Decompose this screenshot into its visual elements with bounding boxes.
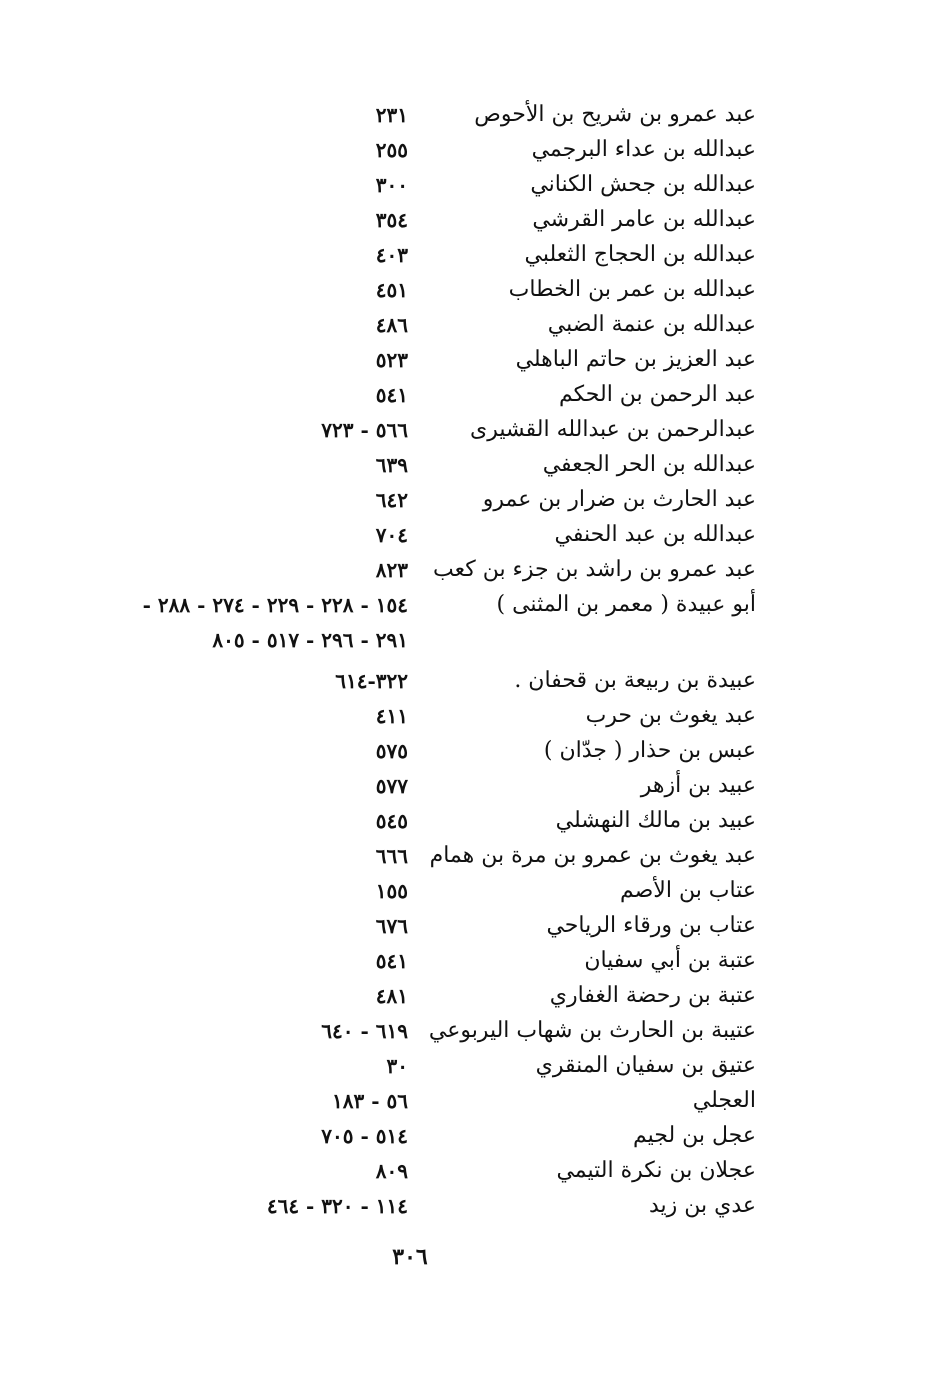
entry-name: عبد عمرو بن شريح بن الأحوص xyxy=(474,102,756,127)
index-entry xyxy=(0,413,938,448)
entry-name: عبد العزيز بن حاتم الباهلي xyxy=(515,347,756,372)
entry-pages: ٦٧٦ xyxy=(375,914,408,938)
entry-name: عبد يغوث بن حرب xyxy=(585,703,756,728)
index-entry xyxy=(0,804,938,839)
index-list xyxy=(0,98,938,1224)
entry-pages: ٥٤٥ xyxy=(375,809,408,833)
index-entry xyxy=(0,98,938,133)
index-entry xyxy=(0,238,938,273)
entry-name: عبدالله بن جحش الكناني xyxy=(530,172,756,197)
entry-pages: ٨٠٩ xyxy=(375,1159,408,1183)
entry-pages: ٥٤١ xyxy=(375,949,408,973)
entry-pages: ٢٥٥ xyxy=(375,138,408,162)
index-entry xyxy=(0,273,938,308)
index-entry xyxy=(0,839,938,874)
entry-name: عبدالرحمن بن عبدالله القشيرى xyxy=(470,417,756,442)
entry-name: عبدالله بن عبد الحنفي xyxy=(554,522,756,547)
entry-pages: ٤١١ xyxy=(375,704,408,728)
entry-pages: ٤٠٣ xyxy=(375,243,408,267)
entry-pages: ١٥٥ xyxy=(375,879,408,903)
entry-pages: ٥٧٧ xyxy=(375,774,408,798)
index-entry xyxy=(0,769,938,804)
index-entry xyxy=(0,203,938,238)
entry-pages: ٢٩١ - ٢٩٦ - ٥١٧ - ٨٠٥ xyxy=(212,628,408,652)
entry-pages: ٥٤١ xyxy=(375,383,408,407)
index-entry xyxy=(0,343,938,378)
entry-pages: ٣٥٤ xyxy=(375,208,408,232)
entry-pages: ٨٢٣ xyxy=(375,558,408,582)
entry-name: أبو عبيدة ( معمر بن المثنى ) xyxy=(496,592,756,617)
entry-pages: ٦٤٢ xyxy=(375,488,408,512)
entry-name: عجل بن لجيم xyxy=(632,1123,756,1148)
entry-name: العجلي xyxy=(692,1088,756,1113)
index-entry xyxy=(0,133,938,168)
entry-name: عجلان بن نكرة التيمي xyxy=(556,1158,756,1183)
index-entry xyxy=(0,378,938,413)
entry-name: عبدالله بن عمر بن الخطاب xyxy=(508,277,756,302)
entry-pages: ١٥٤ - ٢٢٨ - ٢٢٩ - ٢٧٤ - ٢٨٨ - xyxy=(142,593,408,617)
entry-name: عتاب بن ورقاء الرياحي xyxy=(546,913,756,938)
index-entry xyxy=(0,1049,938,1084)
entry-pages: ٥١٤ - ٧٠٥ xyxy=(321,1124,408,1148)
entry-name: عتبة بن أبي سفيان xyxy=(584,948,756,973)
entry-name: عتاب بن الأصم xyxy=(619,878,756,903)
index-entry xyxy=(0,588,938,623)
entry-name: عتيق بن سفيان المنقري xyxy=(535,1053,756,1078)
index-entry xyxy=(0,979,938,1014)
index-entry xyxy=(0,1189,938,1224)
index-entry xyxy=(0,553,938,588)
entry-name: عدي بن زيد xyxy=(648,1193,756,1218)
entry-name: عبيد بن أزهر xyxy=(640,773,756,798)
entry-pages: ٦٣٩ xyxy=(375,453,408,477)
page-number: ٣٠٦ xyxy=(392,1244,428,1270)
entry-pages: ٣٢٢-٦١٤ xyxy=(335,669,408,693)
entry-pages: ٤٨٦ xyxy=(375,313,408,337)
index-entry xyxy=(0,664,938,699)
entry-pages: ٦١٩ - ٦٤٠ xyxy=(321,1019,408,1043)
entry-pages: ٥٦ - ١٨٣ xyxy=(332,1089,408,1113)
entry-pages: ٢٣١ xyxy=(375,103,408,127)
entry-pages: ٥٧٥ xyxy=(375,739,408,763)
entry-name: عبس بن حذار ( جدّان ) xyxy=(543,738,756,763)
index-entry xyxy=(0,734,938,769)
entry-name: عبد يغوث بن عمرو بن مرة بن همام xyxy=(429,843,756,868)
index-entry xyxy=(0,1154,938,1189)
entry-pages: ٧٠٤ xyxy=(375,523,408,547)
entry-name: عبدالله بن عامر القرشي xyxy=(532,207,756,232)
index-entry xyxy=(0,909,938,944)
entry-name: عبدالله بن الحجاج الثعلبي xyxy=(524,242,756,267)
entry-name: عبدالله بن عنمة الضبي xyxy=(547,312,756,337)
entry-pages: ٣٠٠ xyxy=(375,173,408,197)
entry-name: عتيبة بن الحارث بن شهاب اليربوعي xyxy=(428,1018,756,1043)
entry-name: عبيد بن مالك النهشلي xyxy=(555,808,756,833)
entry-name: عبد الرحمن بن الحكم xyxy=(559,382,756,407)
index-entry xyxy=(0,699,938,734)
index-entry xyxy=(0,1084,938,1119)
entry-pages: ٣٠ xyxy=(386,1054,408,1078)
entry-pages: ٦٦٦ xyxy=(375,844,408,868)
index-entry-continuation xyxy=(0,623,938,658)
index-entry xyxy=(0,483,938,518)
entry-name: عبد عمرو بن راشد بن جزء بن كعب xyxy=(433,557,756,582)
entry-pages: ٥٦٦ - ٧٢٣ xyxy=(321,418,408,442)
index-entry xyxy=(0,874,938,909)
entry-pages: ٤٨١ xyxy=(375,984,408,1008)
index-entry xyxy=(0,448,938,483)
entry-name: عبدالله بن الحر الجعفي xyxy=(542,452,756,477)
entry-name: عتبة بن رحضة الغفاري xyxy=(549,983,756,1008)
index-entry xyxy=(0,168,938,203)
index-entry xyxy=(0,518,938,553)
entry-pages: ١١٤ - ٣٢٠ - ٤٦٤ xyxy=(266,1194,408,1218)
entry-pages: ٤٥١ xyxy=(375,278,408,302)
index-entry xyxy=(0,1119,938,1154)
index-entry xyxy=(0,1014,938,1049)
entry-name: عبدالله بن عداء البرجمي xyxy=(531,137,756,162)
entry-pages: ٥٢٣ xyxy=(375,348,408,372)
entry-name: عبيدة بن ربيعة بن قحفان . xyxy=(514,668,756,693)
entry-name: عبد الحارث بن ضرار بن عمرو xyxy=(482,487,756,512)
index-entry xyxy=(0,944,938,979)
index-entry xyxy=(0,308,938,343)
